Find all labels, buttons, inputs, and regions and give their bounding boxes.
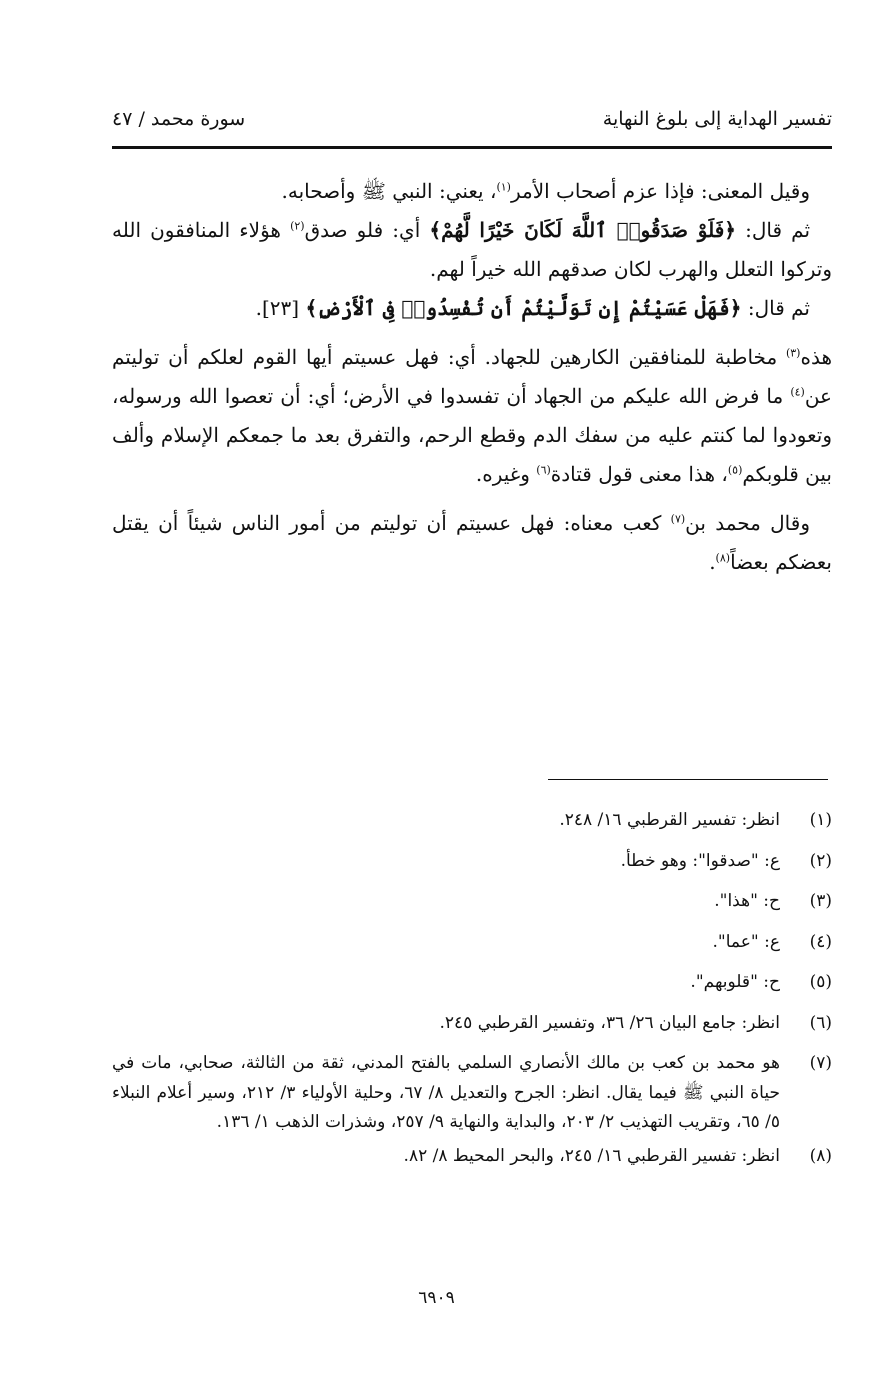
footnote-number: (٧) xyxy=(809,1053,832,1073)
footnote-text: ح: "قلوبهم". xyxy=(690,972,780,992)
text-span: . xyxy=(709,550,716,574)
surah-label: سورة محمد / ٤٧ xyxy=(112,108,246,130)
text-span: مخاطبة للمنافقين الكارهين للجهاد. أي: فهل عسيتم أيها القوم لعلكم أن توليتم عن xyxy=(112,345,832,408)
footnote-ref-3[interactable]: (٣) xyxy=(785,346,801,360)
paragraph-5 xyxy=(112,504,832,582)
text-span: أي: فلو صدق xyxy=(304,218,430,242)
paragraph-2 xyxy=(112,211,832,289)
footnote-number: (٥) xyxy=(809,972,832,992)
book-title: تفسير الهداية إلى بلوغ النهاية xyxy=(602,108,832,130)
footnote-text: ع: "صدقوا": وهو خطأ. xyxy=(620,850,780,871)
footnote-text: ع: "عما". xyxy=(712,931,780,952)
text-span: ، هذا معنى قول قتادة xyxy=(550,462,728,486)
footnote-ref-8[interactable]: (٨) xyxy=(715,551,731,565)
footnotes xyxy=(112,806,832,1182)
text-span: ، يعني: النبي ﷺ وأصحابه. xyxy=(281,179,497,203)
page-number: ٦٩٠٩ xyxy=(418,1288,455,1308)
text-span: كعب معناه: فهل عسيتم أن توليتم من أمور الناس شيئاً أن يقتل بعضكم بعضاً xyxy=(112,511,832,574)
header-divider xyxy=(112,146,832,149)
footnote-text: انظر: تفسير القرطبي ١٦/ ٢٤٥، والبحر المحيط ٨/ ٨٢. xyxy=(403,1145,780,1166)
paragraph-3 xyxy=(112,289,832,328)
footnote-number: (٤) xyxy=(809,931,832,952)
main-text xyxy=(112,172,832,582)
paragraph-1 xyxy=(112,172,832,211)
text-span: وقال محمد بن xyxy=(685,511,810,535)
footnote-number: (٢) xyxy=(809,850,832,871)
footnote-text: هو محمد بن كعب بن مالك الأنصاري السلمي بالفتح المدني، ثقة من الثالثة، صحابي، مات في حياة النبي ﷺ فيما يقال. انظر: الجرح والتعديل ٨/ ٦٧، وحلية الأولياء ٣/ ٢١٢، وسير أعلام النبلاء ٥/ ٦٥، وتقريب التهذيب ٢/ ٢٠٣، والبداية والنهاية ٩/ ٢٥٧، وشذرات الذهب ١/ ١٣٦. xyxy=(112,1053,780,1132)
footnote-item xyxy=(112,806,832,836)
footnote-ref-2[interactable]: (٢) xyxy=(290,219,305,233)
footnote-ref-7[interactable]: (٧) xyxy=(670,512,686,526)
text-span: هؤلاء المنافقون الله وتركوا التعلل والهرب لكان صدقهم الله خيراً لهم. xyxy=(112,218,832,281)
footnote-text: انظر: تفسير القرطبي ١٦/ ٢٤٨. xyxy=(559,810,780,830)
text-span: وقيل المعنى: فإذا عزم أصحاب الأمر xyxy=(510,179,810,203)
footnote-ref-6[interactable]: (٦) xyxy=(536,463,551,477)
text-span: هذه xyxy=(800,345,832,369)
quran-verse: ﴿فَهَلْ عَسَيْتُمْ إِن تَوَلَّيْتُمْ أَن تُفْسِدُوا۟ فِى ٱلْأَرْضِ﴾ xyxy=(305,296,742,320)
verse-number: [٢٣]. xyxy=(255,296,306,320)
running-header xyxy=(112,108,832,144)
footnote-text: ح: "هذا". xyxy=(714,891,780,911)
footnote-ref-5[interactable]: (٥) xyxy=(727,463,743,477)
footnote-text: انظر: جامع البيان ٢٦/ ٣٦، وتفسير القرطبي ٢٤٥. xyxy=(439,1012,780,1033)
text-span: ما فرض الله عليكم من الجهاد أن تفسدوا في الأرض؛ أي: أن تعصوا الله ورسوله، وتعودوا لما كنتم عليه من سفك الدم وقطع الرحم، والتفرق بعد ما جمعكم الإسلام وألف بين قلوبكم xyxy=(112,384,832,486)
footnote-number: (٦) xyxy=(809,1012,832,1033)
footnote-item xyxy=(112,1009,832,1039)
footnote-number: (١) xyxy=(809,810,832,830)
footnote-number: (٨) xyxy=(809,1145,832,1166)
footnote-ref-1[interactable]: (١) xyxy=(496,180,511,194)
footnote-item xyxy=(112,887,832,917)
text-span: ثم قال: xyxy=(741,296,810,320)
footnote-number: (٣) xyxy=(809,891,832,911)
text-span: ثم قال: xyxy=(735,218,811,242)
footnote-item xyxy=(112,847,832,877)
footnote-item xyxy=(112,1049,832,1138)
footnote-item xyxy=(112,928,832,958)
text-span: وغيره. xyxy=(475,462,537,486)
footnote-item xyxy=(112,968,832,998)
footnote-divider xyxy=(548,779,828,780)
quran-verse: ﴿فَلَوْ صَدَقُوا۟ ٱللَّهَ لَكَانَ خَيْرًا لَّهُمْ﴾ xyxy=(429,218,736,242)
paragraph-4 xyxy=(112,338,832,494)
footnote-item xyxy=(112,1142,832,1172)
footnote-ref-4[interactable]: (٤) xyxy=(790,385,805,399)
